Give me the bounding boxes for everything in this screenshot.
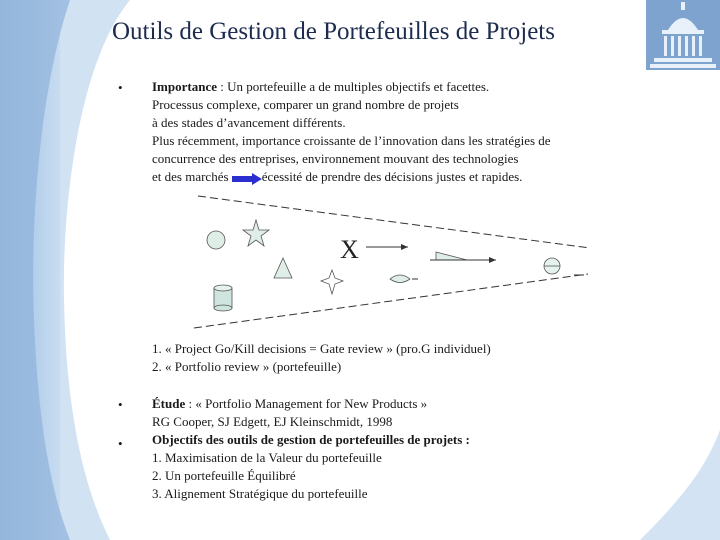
paragraph-line: concurrence des entreprises, environnement mouvant des technologies [152, 151, 519, 166]
paragraph-line: Plus récemment, importance croissante de l’innovation dans les stratégies de [152, 133, 551, 148]
x-mark: X [340, 235, 359, 264]
decision-list [152, 340, 491, 376]
paragraph-line: à des stades d’avancement différents. [152, 115, 346, 130]
sparkle-shape-icon [321, 270, 343, 294]
list-item: 2. « Portfolio review » (portefeuille) [152, 359, 342, 374]
importance-label: Importance [152, 79, 217, 94]
circle-shape-icon [207, 231, 225, 249]
authors-line: RG Cooper, SJ Edgett, EJ Kleinschmidt, 1998 [152, 414, 393, 429]
study-paragraph [152, 395, 470, 503]
objective-item: 3. Alignement Stratégique du portefeuille [152, 486, 368, 501]
eye-shape-icon [390, 275, 410, 283]
paragraph-line: et des marchés [152, 169, 229, 184]
cylinder-shape-icon [214, 285, 232, 311]
arrow-right-icon [232, 173, 262, 183]
objective-item: 2. Un portefeuille Équilibré [152, 468, 296, 483]
paragraph-line: écessité de prendre des décisions justes et rapides. [261, 169, 523, 184]
star-shape-icon [243, 220, 269, 246]
building-logo-icon [646, 0, 720, 70]
slide-title: Outils de Gestion de Portefeuilles de Projets [112, 18, 555, 45]
list-item: 1. « Project Go/Kill decisions = Gate review » (pro.G individuel) [152, 341, 491, 356]
objective-item: 1. Maximisation de la Valeur du portefeuille [152, 450, 382, 465]
half-circle-shape-icon [544, 258, 560, 274]
bullet-marker: • [118, 80, 123, 95]
bullet-marker: • [118, 436, 123, 451]
etude-label: Étude [152, 396, 186, 411]
paragraph-line: Processus complexe, comparer un grand nombre de projets [152, 97, 459, 112]
funnel-diagram [190, 190, 600, 335]
importance-text: : Un portefeuille a de multiples objectifs et facettes. [217, 79, 490, 94]
importance-paragraph [152, 78, 551, 186]
triangle-shape-icon [274, 258, 292, 278]
objectives-heading: Objectifs des outils de gestion de portefeuilles de projets : [152, 432, 470, 447]
bullet-marker: • [118, 397, 123, 412]
etude-text: : « Portfolio Management for New Products » [185, 396, 428, 411]
